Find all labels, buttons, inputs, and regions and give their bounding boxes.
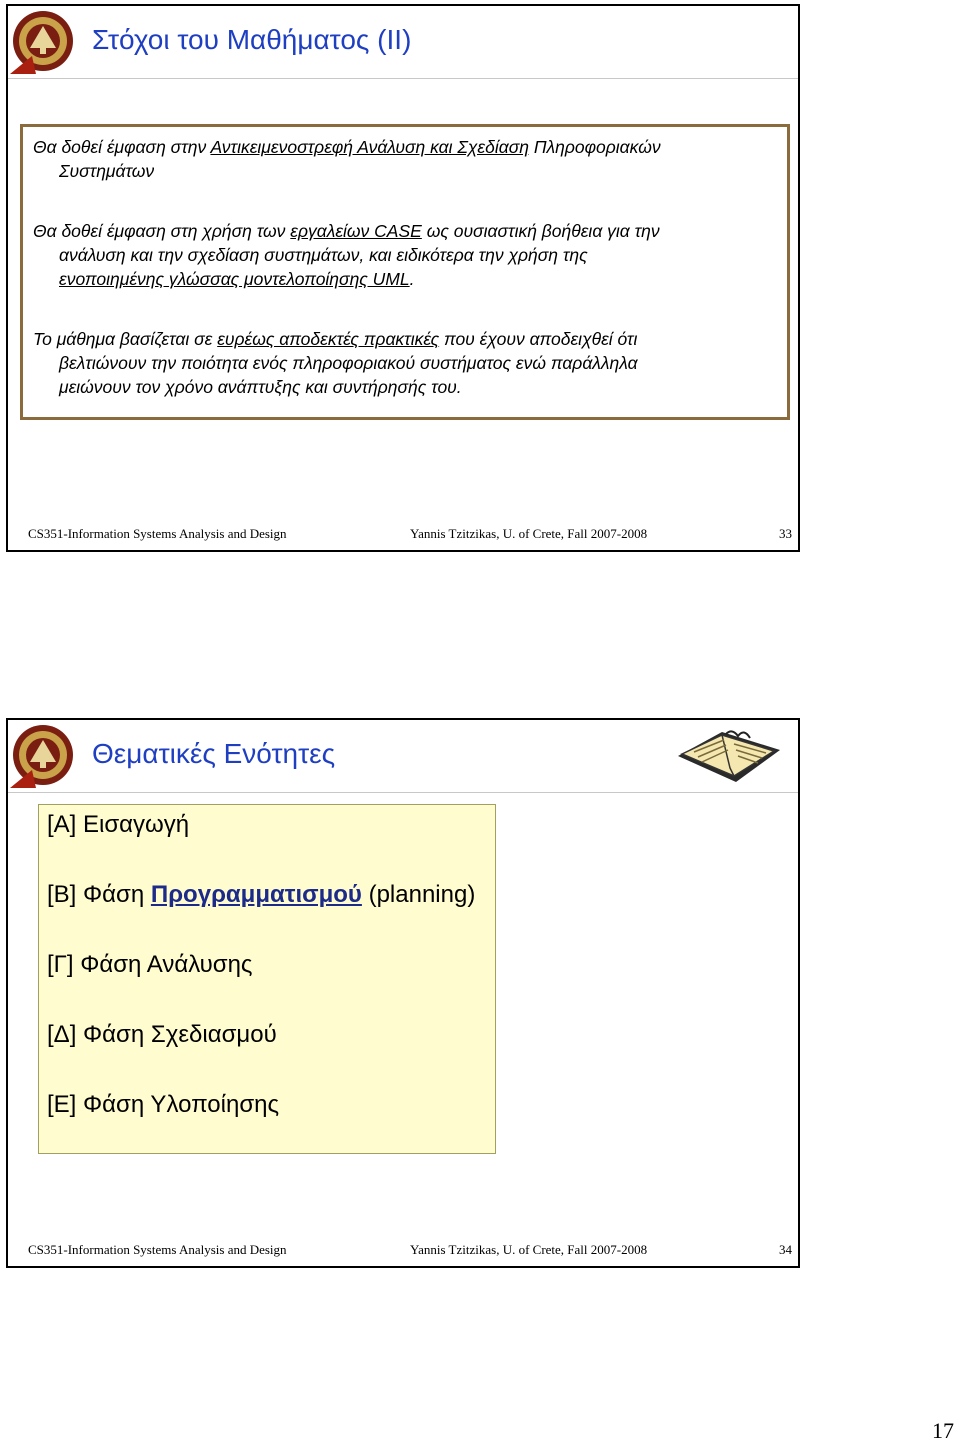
footer-course: CS351-Information Systems Analysis and Design	[28, 526, 287, 541]
university-logo-icon	[10, 8, 76, 74]
university-logo-icon	[10, 722, 76, 788]
goals-textbox	[20, 124, 790, 420]
underlined-phrase: Αντικειμενοστρεφή Ανάλυση και Σχεδίαση	[210, 137, 529, 157]
slide-header	[8, 720, 798, 793]
slide-title: Θεματικές Ενότητες	[92, 738, 336, 769]
topic-item: [Β] Φάση Προγραμματισμού (planning)	[47, 881, 476, 908]
footer-author: Yannis Tzitzikas, U. of Crete, Fall 2007-2008	[410, 1242, 648, 1257]
slide-number: 33	[779, 526, 792, 541]
slide-number: 34	[779, 1242, 792, 1257]
open-book-icon	[674, 726, 784, 788]
goal-paragraph: Θα δοθεί έμφαση στην Αντικειμενοστρεφή Ανάλυση και Σχεδίαση Πληροφοριακών Συστημάτων	[33, 137, 661, 181]
topics-box	[38, 804, 496, 1154]
emphasized-topic: Προγραμματισμού	[150, 881, 362, 908]
topic-item: [Δ] Φάση Σχεδιασμού	[47, 1021, 277, 1048]
underlined-phrase: ενοποιημένης γλώσσας μοντελοποίησης UML	[59, 269, 410, 289]
topic-item: [Ε] Φάση Υλοποίησης	[47, 1091, 280, 1118]
slide-title: Στόχοι του Μαθήματος (ΙΙ)	[92, 24, 412, 55]
underlined-phrase: ευρέως αποδεκτές πρακτικές	[217, 329, 440, 349]
footer-course: CS351-Information Systems Analysis and Design	[28, 1242, 287, 1257]
page-number: 17	[932, 1418, 954, 1443]
slide-34	[6, 718, 800, 1268]
topic-item: [Γ] Φάση Ανάλυσης	[47, 951, 253, 978]
goal-paragraph: Θα δοθεί έμφαση στη χρήση των εργαλείων CASE ως ουσιαστική βοήθεια για την ανάλυση και την σχεδίαση συστημάτων, και ειδικότερα την χρήση της ενοποιημένης γλώσσας μοντελοποίησης UML.	[33, 221, 660, 289]
goal-paragraph: Το μάθημα βασίζεται σε ευρέως αποδεκτές πρακτικές που έχουν αποδειχθεί ότι βελτιώνουν την ποιότητα ενός πληροφοριακού συστήματος ενώ παράλληλα μειώνουν τον χρόνο ανάπτυξης και συντήρησής του.	[33, 329, 638, 397]
slide-header	[8, 6, 798, 79]
slide-33	[6, 4, 800, 552]
underlined-phrase: εργαλείων CASE	[290, 221, 422, 241]
footer-author: Yannis Tzitzikas, U. of Crete, Fall 2007-2008	[410, 526, 648, 541]
topic-item: [Α] Εισαγωγή	[47, 811, 190, 838]
